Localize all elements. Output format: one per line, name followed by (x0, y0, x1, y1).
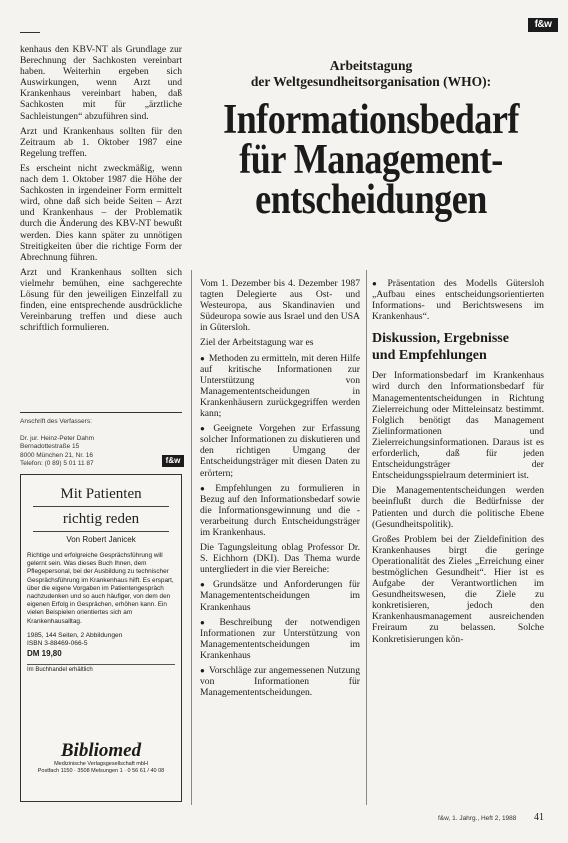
book-price: DM 19,80 (27, 648, 62, 658)
page-footer: f&w, 1. Jahrg., Heft 2, 1988 (438, 815, 517, 822)
book-meta (27, 632, 175, 649)
address-heading: Anschrift des Verfassers: (20, 418, 92, 425)
right-paragraph-3: Großes Problem bei der Zieldefinition des Krankenhauses birgt die geringe Operationalität des Zieles „Erreichung einer bestmöglichen Gesundheit“. Hier ist es Aufgabe der Verantwortlichen im Gesundheitswesen, die Ziele zu konkretisieren, jedoch den Krankenhausmanagement ausreichenden Freiraum zu belassen. Solche Konkretisierungen kön- (372, 533, 544, 645)
publisher-tagline: Medizinische Verlagsgesellschaft mbH (54, 761, 148, 767)
publication-logo: f&w (528, 18, 558, 32)
book-title-line-1: Mit Patienten (60, 486, 142, 502)
top-rule (20, 32, 40, 33)
bullet-item: ● Empfehlungen zu formulieren in Bezug auf den Informationsbedarf sowie die Informationsgewinnung und die -verarbeitung durch Entscheidungsträger im Krankenhaus. (200, 483, 360, 538)
bullet-item: ● Präsentation des Modells Gütersloh „Aufbau eines entscheidungsorientierten Informations- und Berichtswesens im Krankenhaus“. (372, 278, 544, 322)
book-description: Richtige und erfolgreiche Gesprächsführung will gelernt sein. Was dieses Buch Ihnen, dem Pflegepersonal, bei der Ausbildung zu technischer Gesprächsführung im Krankenhaus hilft. Es erspart, über die eigene Vorgaben im Patientengespräch nachzudenken und so auch häufiger, von dem den eigenen Erfolg in Gesprächen, erhöhen kann. Ein vielen Beispielen orientiertes sich am Krankenhausalltag. (27, 552, 174, 625)
author-address (20, 418, 182, 469)
separator-rule (20, 412, 182, 413)
book-pages: 1985, 144 Seiten, 2 Abbildungen (27, 631, 123, 639)
right-paragraph-1: Der Informationsbedarf im Krankenhaus wird durch den Informationsbedarf für Managemententscheidungen in Richtung Zielerreichung oder Mitteleinsatz bestimmt. Folglich benötigt das Management Zielinformationen und Zielerreichungsinformationen. Daraus ist es erforderlich, daß für jeden Entscheidungsträger der Entscheidungsspielraum determiniert ist. (372, 370, 544, 482)
middle-paragraph-3: Die Tagungsleitung oblag Professor Dr. S. Eichhorn (DKI). Das Thema wurde untergliedert in die vier Bereiche: (200, 542, 360, 576)
small-logo: f&w (162, 455, 184, 467)
column-divider (366, 270, 367, 805)
headline-line-2: für Management- (239, 137, 503, 183)
left-paragraph-4: Arzt und Krankenhaus sollten sich vielmehr bemühen, eine sachgerechte Lösung für den jeweiligen Einzelfall zu finden, eine entsprechende ausdrückliche Vereinbarung treffen und diese auch schriftlich formulieren. (20, 266, 182, 334)
column-divider (191, 270, 192, 805)
left-column-text (20, 44, 182, 337)
book-author: Von Robert Janicek (66, 535, 136, 544)
middle-column-text (200, 278, 360, 702)
book-advert-box (20, 474, 182, 802)
right-column-text (372, 278, 544, 649)
book-order-note: Im Buchhandel erhältlich (27, 664, 175, 673)
book-title-line-2: richtig reden (62, 511, 140, 527)
address-line: Telefon: (0 89) 5 01 11 87 (20, 460, 94, 467)
address-line: Dr. jur. Heinz-Peter Dahm (20, 434, 95, 442)
book-isbn: ISBN 3-88469-066-5 (27, 640, 88, 648)
bullet-item: ● Methoden zu ermitteln, mit deren Hilfe auf kritische Informationen zur Unterstützung von Managemententscheidungen in Krankenhäusern zurückgegriffen werden kann; (200, 353, 360, 420)
kicker-line-2: der Weltgesundheitsorganisation (WHO): (250, 74, 492, 89)
subhead-line-1: Diskussion, Ergebnisse (372, 331, 509, 347)
left-paragraph-3: Es erscheint nicht zweckmäßig, wenn nach dem 1. Oktober 1987 die Höhe der Sachkosten in irgendeiner Form ermittelt wird, ohne daß sich beide Seiten – Arzt und Krankenhaus – der Problematik durch die Änderung des KBV-NT bewußt werden. Dies kann später zu unnötigen Streitigkeiten über die richtige Form der Abrechnung führen. (20, 162, 182, 263)
kicker-line-1: Arbeitstagung (329, 58, 413, 73)
headline-line-3: entscheidungen (255, 177, 487, 223)
middle-paragraph-2: Ziel der Arbeitstagung war es (200, 337, 314, 349)
bullet-item: ● Grundsätze und Anforderungen für Managemententscheidungen im Krankenhaus (200, 579, 360, 612)
title-underline (33, 531, 169, 532)
headline-line-1: Informationsbedarf (223, 97, 519, 143)
address-line: 8000 München 21, Nr. 16 (20, 451, 93, 459)
section-subhead (372, 330, 544, 364)
headline (221, 97, 522, 223)
bullet-item: ● Geeignete Vorgehen zur Erfassung solcher Informationen zu diskutieren und den richtigen Umgang der Entscheidungsträger mit diesen Daten zu erörtern; (200, 423, 360, 478)
left-paragraph-1: kenhaus den KBV-NT als Grundlage zur Berechnung der Sachkosten vereinbart haben. Weiterhin ergeben sich Auswirkungen, wenn Arzt und Krankenhaus vereinbart haben, daß Sachkosten mit für „ärztliche Sachleistungen“ abzuführen sind. (20, 44, 182, 122)
bullet-item: ● Vorschläge zur angemessenen Nutzung von Informationen für Managemententscheidungen. (200, 665, 360, 698)
article-header (196, 58, 546, 223)
address-line: Bernadottestraße 15 (20, 443, 80, 450)
publisher-logo (31, 741, 171, 775)
bullet-item: ● Beschreibung der notwendigen Informationen zur Unterstützung von Managemententscheidungen im Krankenhaus (200, 617, 360, 661)
left-paragraph-2: Arzt und Krankenhaus sollten für den Zeitraum ab 1. Oktober 1987 eine Regelung treffen. (20, 125, 182, 159)
title-underline (33, 506, 169, 507)
publisher-address: Postfach 1150 · 3508 Melsungen 1 · 0 56 61 / 40 08 (37, 768, 165, 774)
subhead-line-2: und Empfehlungen (372, 348, 487, 364)
publisher-name: Bibliomed (60, 740, 142, 761)
page-number: 41 (534, 812, 544, 823)
middle-paragraph-1: Vom 1. Dezember bis 4. Dezember 1987 tagten Delegierte aus Ost- und Westeuropa, aus Skandinavien und Südeuropa sowie aus Israel und den USA in Gütersloh. (200, 278, 360, 334)
right-paragraph-2: Die Managemententscheidungen werden beeinflußt durch die Bedürfnisse der Patienten und durch die politische Ebene (Gesundheitspolitik). (372, 485, 544, 530)
